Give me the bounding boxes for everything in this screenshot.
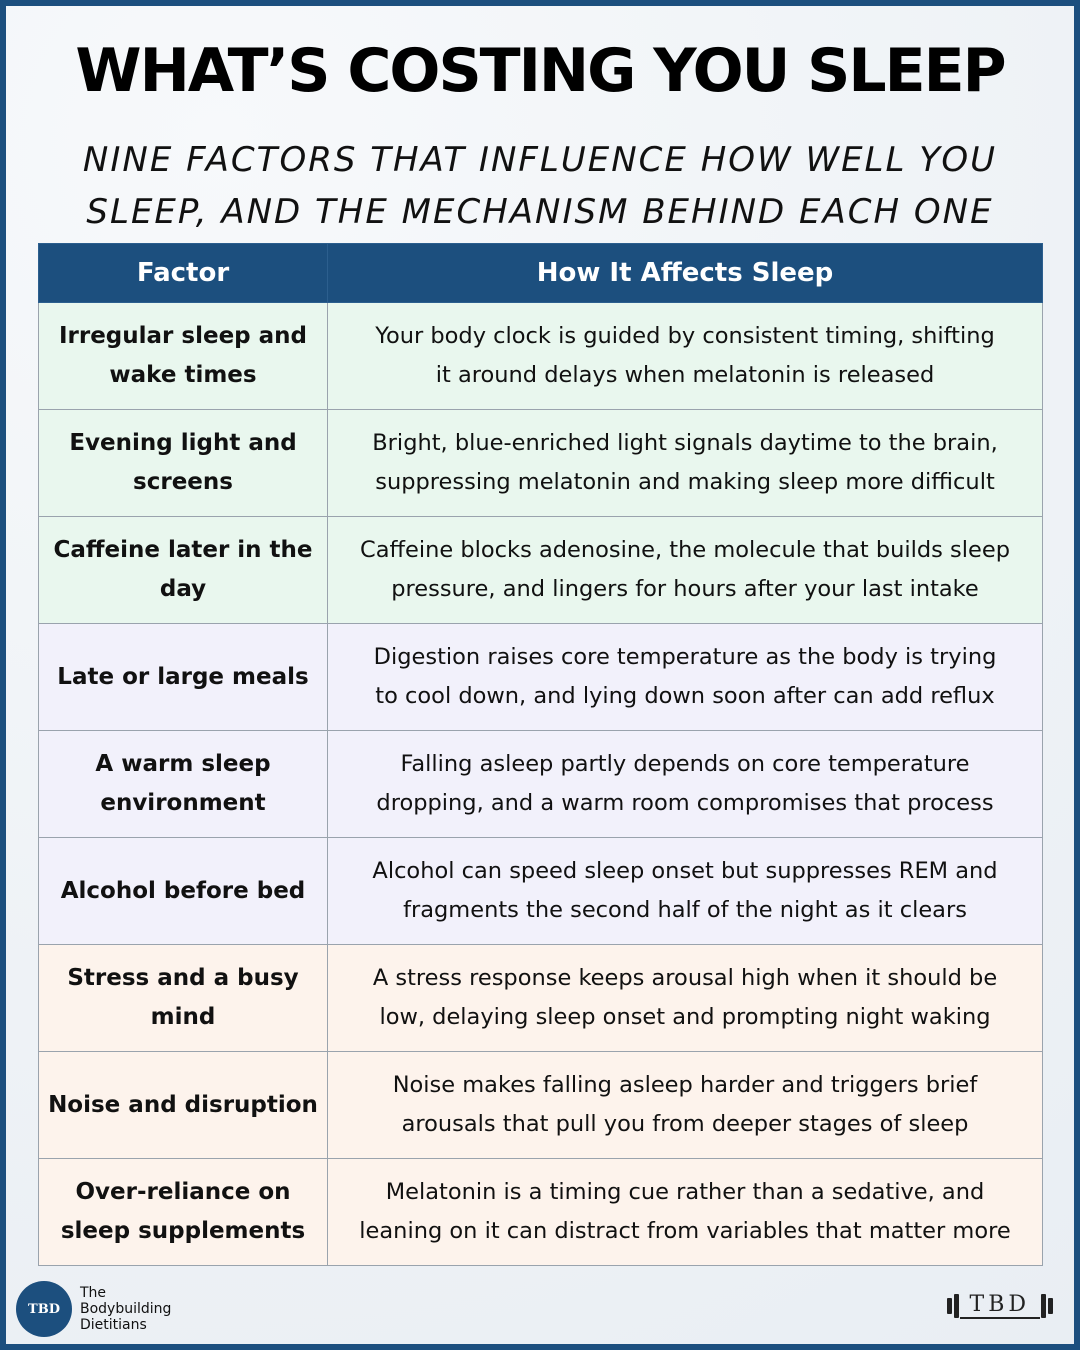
effect-text-line: Bright, blue-enriched light signals daytime to the brain, xyxy=(372,430,998,456)
factor-text-line: environment xyxy=(100,790,266,816)
table-row xyxy=(39,410,1043,517)
effect-text-line: arousals that pull you from deeper stages of sleep xyxy=(401,1111,969,1137)
page-title: WHAT’S COSTING YOU SLEEP xyxy=(75,36,1005,106)
effect-cell xyxy=(328,303,1043,410)
brand-logo-right xyxy=(946,1292,1054,1319)
effect-cell xyxy=(328,517,1043,624)
factor-text-line: Evening light and xyxy=(69,430,297,456)
effect-text-line: fragments the second half of the night as it clears xyxy=(403,897,967,923)
factor-cell xyxy=(39,838,328,945)
barbell-plate-icon xyxy=(954,1294,959,1318)
brand-name-line: Dietitians xyxy=(80,1317,147,1333)
effect-text-line: to cool down, and lying down soon after can add reflux xyxy=(375,683,995,709)
effect-text-line: Caffeine blocks adenosine, the molecule that builds sleep xyxy=(360,537,1010,563)
effect-text-line: it around delays when melatonin is released xyxy=(435,362,935,388)
effect-cell xyxy=(328,731,1043,838)
factor-cell xyxy=(39,1052,328,1159)
factor-cell xyxy=(39,1159,328,1266)
effect-text-line: Your body clock is guided by consistent timing, shifting xyxy=(375,323,995,349)
factor-text-line: wake times xyxy=(109,362,257,388)
effect-cell xyxy=(328,838,1043,945)
factor-text-line: Late or large meals xyxy=(57,663,309,690)
factor-cell xyxy=(39,303,328,410)
factor-text-line: screens xyxy=(133,469,233,495)
effect-cell xyxy=(328,410,1043,517)
factor-text-line: Over-reliance on xyxy=(75,1179,291,1205)
barbell-plate-icon xyxy=(947,1298,952,1314)
barbell-plate-icon xyxy=(1048,1298,1053,1314)
subtitle-line-1: NINE FACTORS THAT INFLUENCE HOW WELL YOU xyxy=(82,140,998,180)
effect-text-line: low, delaying sleep onset and prompting night waking xyxy=(379,1004,991,1030)
factor-cell xyxy=(39,945,328,1052)
table-header-row xyxy=(39,244,1043,303)
effect-text-line: suppressing melatonin and making sleep more difficult xyxy=(375,469,995,495)
effect-text-line: Alcohol can speed sleep onset but suppresses REM and xyxy=(372,858,998,884)
factor-text-line: Irregular sleep and xyxy=(58,323,308,349)
brand-name-line: Bodybuilding xyxy=(80,1301,172,1317)
factor-cell xyxy=(39,731,328,838)
factor-text-line: Caffeine later in the xyxy=(53,537,313,563)
effect-text-line: Falling asleep partly depends on core temperature xyxy=(400,751,970,777)
factor-cell xyxy=(39,410,328,517)
page-subtitle xyxy=(46,134,1034,238)
effect-cell xyxy=(328,1052,1043,1159)
effect-cell xyxy=(328,624,1043,731)
effect-text-line: leaning on it can distract from variables that matter more xyxy=(359,1218,1011,1244)
factor-text-line: day xyxy=(159,576,207,602)
table-row xyxy=(39,731,1043,838)
factors-table xyxy=(38,243,1043,1266)
effect-text-line: Digestion raises core temperature as the body is trying xyxy=(373,644,997,670)
subtitle-line-2: SLEEP, AND THE MECHANISM BEHIND EACH ONE xyxy=(86,192,994,232)
effect-text-line: A stress response keeps arousal high when it should be xyxy=(372,965,998,991)
brand-name-line: The xyxy=(80,1285,107,1301)
column-header-factor: Factor xyxy=(39,244,328,303)
tbd-logo-icon: TBD xyxy=(16,1281,72,1337)
factor-text-line: Stress and a busy xyxy=(67,965,299,991)
effect-text-line: Noise makes falling asleep harder and triggers brief xyxy=(392,1072,978,1098)
effect-text-line: pressure, and lingers for hours after your last intake xyxy=(391,576,979,602)
effect-text-line: Melatonin is a timing cue rather than a sedative, and xyxy=(385,1179,985,1205)
factor-text-line: mind xyxy=(150,1004,216,1030)
factor-text-line: Alcohol before bed xyxy=(60,877,306,904)
tbd-wordmark: TBD xyxy=(960,1292,1040,1319)
factor-text-line: sleep supplements xyxy=(60,1218,306,1244)
table-row xyxy=(39,945,1043,1052)
effect-cell xyxy=(328,1159,1043,1266)
factor-text-line: Noise and disruption xyxy=(48,1091,318,1118)
column-header-effect: How It Affects Sleep xyxy=(328,244,1043,303)
infographic-card xyxy=(6,6,1074,1344)
effect-text-line: dropping, and a warm room compromises that process xyxy=(376,790,994,816)
table-row xyxy=(39,624,1043,731)
factor-cell xyxy=(39,517,328,624)
barbell-plate-icon xyxy=(1041,1294,1046,1318)
factor-text-line: A warm sleep xyxy=(95,751,271,777)
factor-cell xyxy=(39,624,328,731)
table-row xyxy=(39,1159,1043,1266)
table-row xyxy=(39,517,1043,624)
table-row xyxy=(39,303,1043,410)
effect-cell xyxy=(328,945,1043,1052)
brand-logo-left xyxy=(16,1280,171,1338)
table-row xyxy=(39,838,1043,945)
brand-name xyxy=(80,1285,171,1333)
table-row xyxy=(39,1052,1043,1159)
